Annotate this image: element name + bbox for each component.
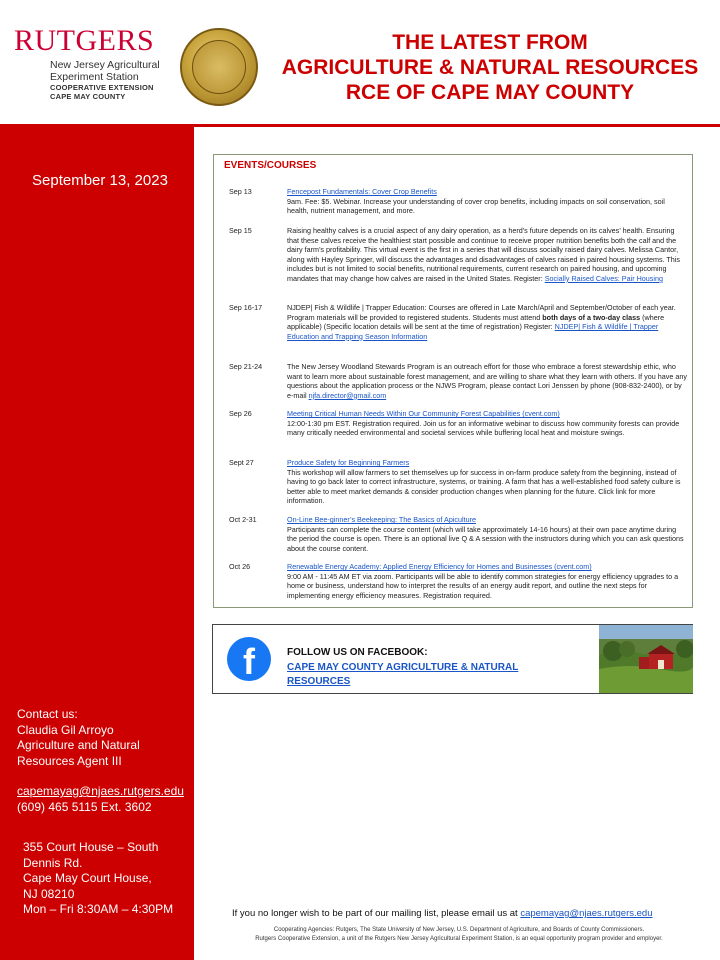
event-date: Sept 27	[229, 458, 254, 467]
county-seal-image	[180, 28, 258, 106]
event-description: Participants can complete the course content (which will take approximately 14-16 hours) at their own pace anytime during the period the course is open. There is an optional live Q & A session with the instructors during which you can ask questions about the course content.	[287, 524, 684, 553]
sidebar	[0, 127, 194, 960]
event-link[interactable]: On-Line Bee-ginner’s Beekeeping: The Basics of Apiculture	[287, 515, 476, 524]
facebook-icon[interactable]: f	[227, 637, 271, 681]
cooperating-agencies-note: Cooperating Agencies: Rutgers, The State University of New Jersey, U.S. Department of Agriculture, and Boards of County Commissioners. Rutgers Cooperative Extension, a unit of the Rutgers New Jersey Agricultural Experiment Station, is an equal opportunity program provider and employer.	[255, 927, 663, 942]
event-date: Sep 26	[229, 409, 252, 418]
rutgers-logo-subtitle: New Jersey Agricultural Experiment Station COOPERATIVE EXTENSION CAPE MAY COUNTY	[50, 59, 160, 101]
rutgers-logo-wordmark: RUTGERS	[14, 24, 155, 57]
event-link[interactable]: Fencepost Fundamentals: Cover Crop Benefits	[287, 187, 437, 196]
event-description: Raising healthy calves is a crucial aspect of any dairy operation, as a herd’s future depends on its calves’ health. Ensuring that these calves receive the healthiest start possible and continue to receive proper nutrition benefits both the calf and the dairy farm’s profitability. This virtual event is the first in a series that will discuss socially raised dairy calves. Melissa Cantor, along with Hayley Springer, will discuss the advantages and disadvantages of calves raised in paired housing systems. This includes but is not limited to social benefits, nutritional requirements, current research on paired housing, and upcoming mandates that may change how calves are raised in the United States. Register:	[287, 226, 680, 283]
event-register-link[interactable]: NJDEP| Fish & Wildlife | Trapper Education and Trapping Season Information	[287, 322, 659, 341]
event-description: 9am. Fee: $5. Webinar. Increase your understanding of cover crop benefits, including impacts on soil conservation, soil health, nutrient management, and more.	[287, 196, 665, 216]
event-description: 12:00-1:30 pm EST. Registration required. Join us for an informative webinar to discuss how community forests can provide many critically needed environmental and societal services while buffering local heat and moisture swings.	[287, 418, 680, 438]
event-date: Sep 15	[229, 226, 252, 235]
event-description: NJDEP| Fish & Wildlife | Trapper Education: Courses are offered in Late March/April and September/October of each year. Program materials will be provided to registered students. Students must attend	[287, 303, 676, 322]
facebook-follow-box	[212, 624, 693, 694]
event-link[interactable]: Renewable Energy Academy: Applied Energy Efficiency for Homes and Businesses (cvent.com)	[287, 562, 592, 571]
farm-barn-photo	[599, 625, 693, 693]
event-emphasis: both days of a two-day class	[542, 312, 641, 322]
contact-phone: (609) 465 5115 Ext. 3602	[17, 799, 152, 814]
event-date: Sep 21-24	[229, 362, 263, 371]
contact-email-link[interactable]: capemayag@njaes.rutgers.edu	[17, 784, 184, 798]
event-date: Sep 16-17	[229, 303, 263, 312]
event-date: Oct 2-31	[229, 515, 257, 524]
event-description: 9:00 AM - 11:45 AM ET via zoom. Participants will be able to identify common strategies for energy efficiency upgrades to a home or business, understand how to interpret the results of an energy audit report, and outline the next steps for implementing energy efficiency measures. Registration required.	[287, 571, 679, 600]
event-register-link[interactable]: Socially Raised Calves: Pair Housing	[544, 273, 663, 283]
facebook-page-link[interactable]: CAPE MAY COUNTY AGRICULTURE & NATURAL RESOURCES	[287, 662, 519, 687]
contact-block: Contact us: Claudia Gil Arroyo Agriculture and Natural Resources Agent III capemayag@njaes.rutgers.edu (609) 465 5115 Ext. 3602	[17, 707, 184, 814]
event-link[interactable]: Meeting Critical Human Needs Within Our Community Forest Capabilities (cvent.com)	[287, 409, 560, 418]
issue-date: September 13, 2023	[32, 172, 168, 189]
unsubscribe-email-link[interactable]: capemayag@njaes.rutgers.edu	[520, 908, 653, 919]
event-link[interactable]: Produce Safety for Beginning Farmers	[287, 458, 410, 467]
event-email-link[interactable]: njfa.director@gmail.com	[308, 390, 387, 400]
events-heading: EVENTS/COURSES	[224, 160, 317, 171]
events-courses-box: EVENTS/COURSES Sep 13 Fencepost Fundamentals: Cover Crop Benefits 9am. Fee: $5. Webinar. Increase your understanding of cover crop benefits, including impacts on soil conservation, soil health, nutrient management, and more. Sep 15 Raising healthy calves is a crucial aspect of any dairy operation, as a herd’s future depends on its calves’ health. Ensuring that these calves receive the healthiest start possible and continue to receive proper nutrition benefits both the calf and the dairy farm’s profitability. This virtual event is the first in a series that will discuss socially raised dairy calves. Melissa Cantor, along with Hayley Springer, will discuss the advantages and disadvantages of calves raised in paired housing systems. This includes but is not limited to social benefits, nutritional requirements, current research on paired housing, and upcoming mandates that may change how calves are raised in the United States. Register: Socially Raised Calves: Pair Housing Sep 16-17 NJDEP| Fish & Wildlife | Trapper Education: Courses are offered in Late March/April and September/October of each year. Program materials will be provided to registered students. Students must attend both days of a two-day class (where applicable) (Specific location details will be sent at the time of registration) Register: NJDEP| Fish & Wildlife | Trapper Education and Trapping Season Information Sep 21-24 The New Jersey Woodland Stewards Program is an outreach effort for those who embrace a forest stewardship ethic, who want to learn more about sustainable forest management, and are willing to share what they learn with others. If you have any questions about the application process or the NJWS Program, please contact Lori Jenssen by phone (908-832-2400), or by e-mail njfa.director@gmail.com Sep 26 Meeting Critical Human Needs Within Our Community Forest Capabilities (cvent.com) 12:00-1:30 pm EST. Registration required. Join us for an informative webinar to discuss how community forests can provide many critically needed environmental and societal services while buffering local heat and moisture swings. Sept 27 Produce Safety for Beginning Farmers This workshop will allow farmers to set themselves up for success in on-farm produce safety from the beginning, instead of having to go back later to correct infrastructure, systems, or training. A farm that has a well-established food safety culture is better able to meet market demands & consider production changes when planning for the future. Click link for more information. Oct 2-31 On-Line Bee-ginner’s Beekeeping: The Basics of Apiculture Participants can complete the course content (which will take approximately 14-16 hours) at their own pace anytime during the period the course is open. There is an optional live Q & A session with the instructors during which you can ask questions about the course content. Oct 26 Renewable Energy Academy: Applied Energy Efficiency for Homes and Businesses (cvent.com) 9:00 AM - 11:45 AM ET via zoom. Participants will be able to identify common strategies for energy efficiency upgrades to a home or business, understand how to interpret the results of an energy audit report, and outline the next steps for implementing energy efficiency measures. Registration required.	[213, 154, 693, 608]
office-hours: Mon – Fri 8:30AM – 4:30PM	[23, 902, 174, 916]
event-date: Oct 26	[229, 562, 251, 571]
facebook-heading: FOLLOW US ON FACEBOOK:	[287, 647, 428, 658]
event-description: The New Jersey Woodland Stewards Program is an outreach effort for those who embrace a forest stewardship ethic, who want to learn more about sustainable forest management, and are willing to share what they learn with others. If you have any questions about the application process or the NJWS Program, please contact Lori Jenssen by phone (908-832-2400), or by e-mail	[287, 362, 687, 400]
unsubscribe-note: If you no longer wish to be part of our mailing list, please email us at capemayag@njaes.rutgers.edu	[232, 908, 653, 919]
header	[0, 0, 720, 126]
event-date: Sep 13	[229, 187, 252, 196]
newsletter-title: THE LATEST FROM AGRICULTURE & NATURAL RESOURCES RCE OF CAPE MAY COUNTY	[281, 31, 699, 104]
address-block: 355 Court House – South Dennis Rd. Cape May Court House, NJ 08210 Mon – Fri 8:30AM – 4:30PM	[23, 840, 174, 916]
event-description: This workshop will allow farmers to set themselves up for success in on-farm produce safety from the beginning, instead of having to go back later to correct infrastructure, systems, or training. A farm that has a well-established food safety culture is better able to meet market demands & consider production changes when planning for the future. Click link for more information.	[287, 467, 681, 506]
